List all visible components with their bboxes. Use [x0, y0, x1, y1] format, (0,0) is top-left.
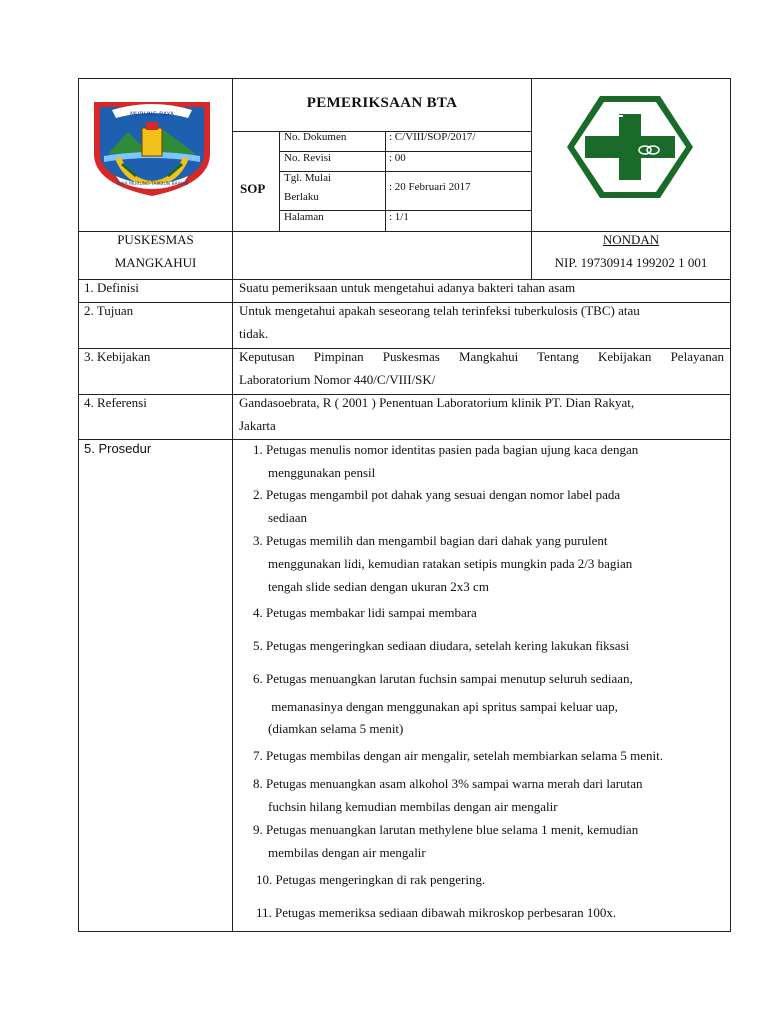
- referensi-text-line1: Gandasoebrata, R ( 2001 ) Penentuan Laboratorium klinik PT. Dian Rakyat,: [239, 395, 635, 410]
- step-number: 1.: [253, 442, 263, 457]
- document-title: PEMERIKSAAN BTA: [306, 95, 458, 111]
- step-number: 7.: [253, 748, 263, 763]
- org-name-line2: MANGKAHUI: [114, 255, 197, 270]
- meta-value-halaman: : 1/1: [389, 211, 409, 223]
- step-number: 3.: [253, 533, 263, 548]
- step-text: Petugas menuangkan larutan methylene blue selama 1 menit, kemudian: [266, 822, 639, 837]
- referensi-text-line2: Jakarta: [239, 418, 276, 433]
- meta-value-no-revisi: : 00: [389, 152, 406, 164]
- step-text-continued: tengah slide sedian dengan ukuran 2x3 cm: [268, 579, 489, 594]
- step-text: Petugas menulis nomor identitas pasien pada bagian ujung kaca dengan: [266, 442, 639, 457]
- list-item: [253, 438, 638, 461]
- signer-name: NONDAN: [602, 232, 660, 247]
- meta-label-tgl-mulai: Tgl. Mulai: [284, 172, 332, 184]
- step-text-continued: sediaan: [268, 510, 307, 525]
- step-text: Petugas mengeringkan sediaan diudara, setelah kering lakukan fiksasi: [266, 638, 630, 653]
- step-number: 5.: [253, 638, 263, 653]
- list-item: [253, 634, 629, 657]
- list-item: [253, 483, 620, 506]
- logo-left-text-top: MURUNG RAYA: [129, 111, 175, 118]
- step-text: Petugas membakar lidi sampai membara: [266, 605, 477, 620]
- step-number: 2.: [253, 487, 263, 502]
- step-text-continued: membilas dengan air mengalir: [268, 845, 426, 860]
- step-number: 8.: [253, 776, 263, 791]
- step-text: Petugas mengeringkan di rak pengering.: [275, 872, 486, 887]
- step-text-continued: memanasinya dengan menggunakan api spritus sampai keluar uap,: [268, 699, 618, 714]
- step-text-continued: fuchsin hilang kemudian membilas dengan air mengalir: [268, 799, 558, 814]
- logo-left-text-bottom: TANA MURUNG TAMBUN BAWAN: [115, 182, 189, 187]
- org-name-line1: PUSKESMAS: [117, 232, 194, 247]
- definisi-text: Suatu pemeriksaan untuk mengetahui adanya bakteri tahan asam: [239, 280, 576, 295]
- list-item: [253, 601, 477, 624]
- step-number: 9.: [253, 822, 263, 837]
- sop-label: SOP: [240, 181, 266, 196]
- signer-nip: NIP. 19730914 199202 1 001: [554, 255, 708, 270]
- label-kebijakan: 3. Kebijakan: [84, 349, 151, 364]
- tujuan-text-line2: tidak.: [239, 326, 269, 341]
- meta-label-halaman: Halaman: [284, 211, 324, 223]
- step-text: Petugas menuangkan asam alkohol 3% sampai warna merah dari larutan: [266, 776, 643, 791]
- step-text-continued: menggunakan pensil: [268, 465, 376, 480]
- meta-label-berlaku: Berlaku: [284, 191, 319, 203]
- meta-value-tgl-mulai: : 20 Februari 2017: [389, 181, 471, 193]
- step-text: Petugas mengambil pot dahak yang sesuai dengan nomor label pada: [266, 487, 621, 502]
- meta-label-no-dokumen: No. Dokumen: [284, 131, 347, 143]
- list-item: [253, 529, 608, 552]
- step-text: Petugas memilih dan mengambil bagian dari dahak yang purulent: [266, 533, 608, 548]
- label-definisi: 1. Definisi: [84, 280, 139, 295]
- step-number: 11.: [256, 905, 272, 920]
- tujuan-text-line1: Untuk mengetahui apakah seseorang telah terinfeksi tuberkulosis (TBC) atau: [239, 303, 640, 318]
- puskesmas-logo: [565, 94, 695, 200]
- meta-value-no-dokumen: : C/VIII/SOP/2017/: [389, 131, 476, 143]
- list-item: [253, 772, 643, 795]
- label-tujuan: 2. Tujuan: [84, 303, 134, 318]
- meta-label-no-revisi: No. Revisi: [284, 152, 332, 164]
- step-number: 10.: [256, 872, 273, 887]
- step-text: Petugas membilas dengan air mengalir, setelah membiarkan selama 5 menit.: [266, 748, 663, 763]
- step-text-continued: (diamkan selama 5 menit): [268, 721, 404, 736]
- step-text: Petugas menuangkan larutan fuchsin sampai menutup seluruh sediaan,: [266, 671, 633, 686]
- step-number: 6.: [253, 671, 263, 686]
- step-number: 4.: [253, 605, 263, 620]
- step-text-continued: menggunakan lidi, kemudian ratakan setipis mungkin pada 2/3 bagian: [268, 556, 633, 571]
- list-item: [253, 818, 638, 841]
- kebijakan-text-line2: Laboratorium Nomor 440/C/VIII/SK/: [239, 372, 436, 387]
- list-item: [253, 667, 633, 690]
- step-text: Petugas memeriksa sediaan dibawah mikroskop perbesaran 100x.: [275, 905, 617, 920]
- list-item: [253, 744, 663, 767]
- regency-emblem-logo: [88, 92, 216, 200]
- kebijakan-text-line1: Keputusan Pimpinan Puskesmas Mangkahui Tentang Kebijakan Pelayanan: [239, 349, 724, 364]
- label-prosedur: 5. Prosedur: [84, 441, 152, 456]
- list-item: [256, 901, 616, 924]
- list-item: [256, 868, 485, 891]
- label-referensi: 4. Referensi: [84, 395, 147, 410]
